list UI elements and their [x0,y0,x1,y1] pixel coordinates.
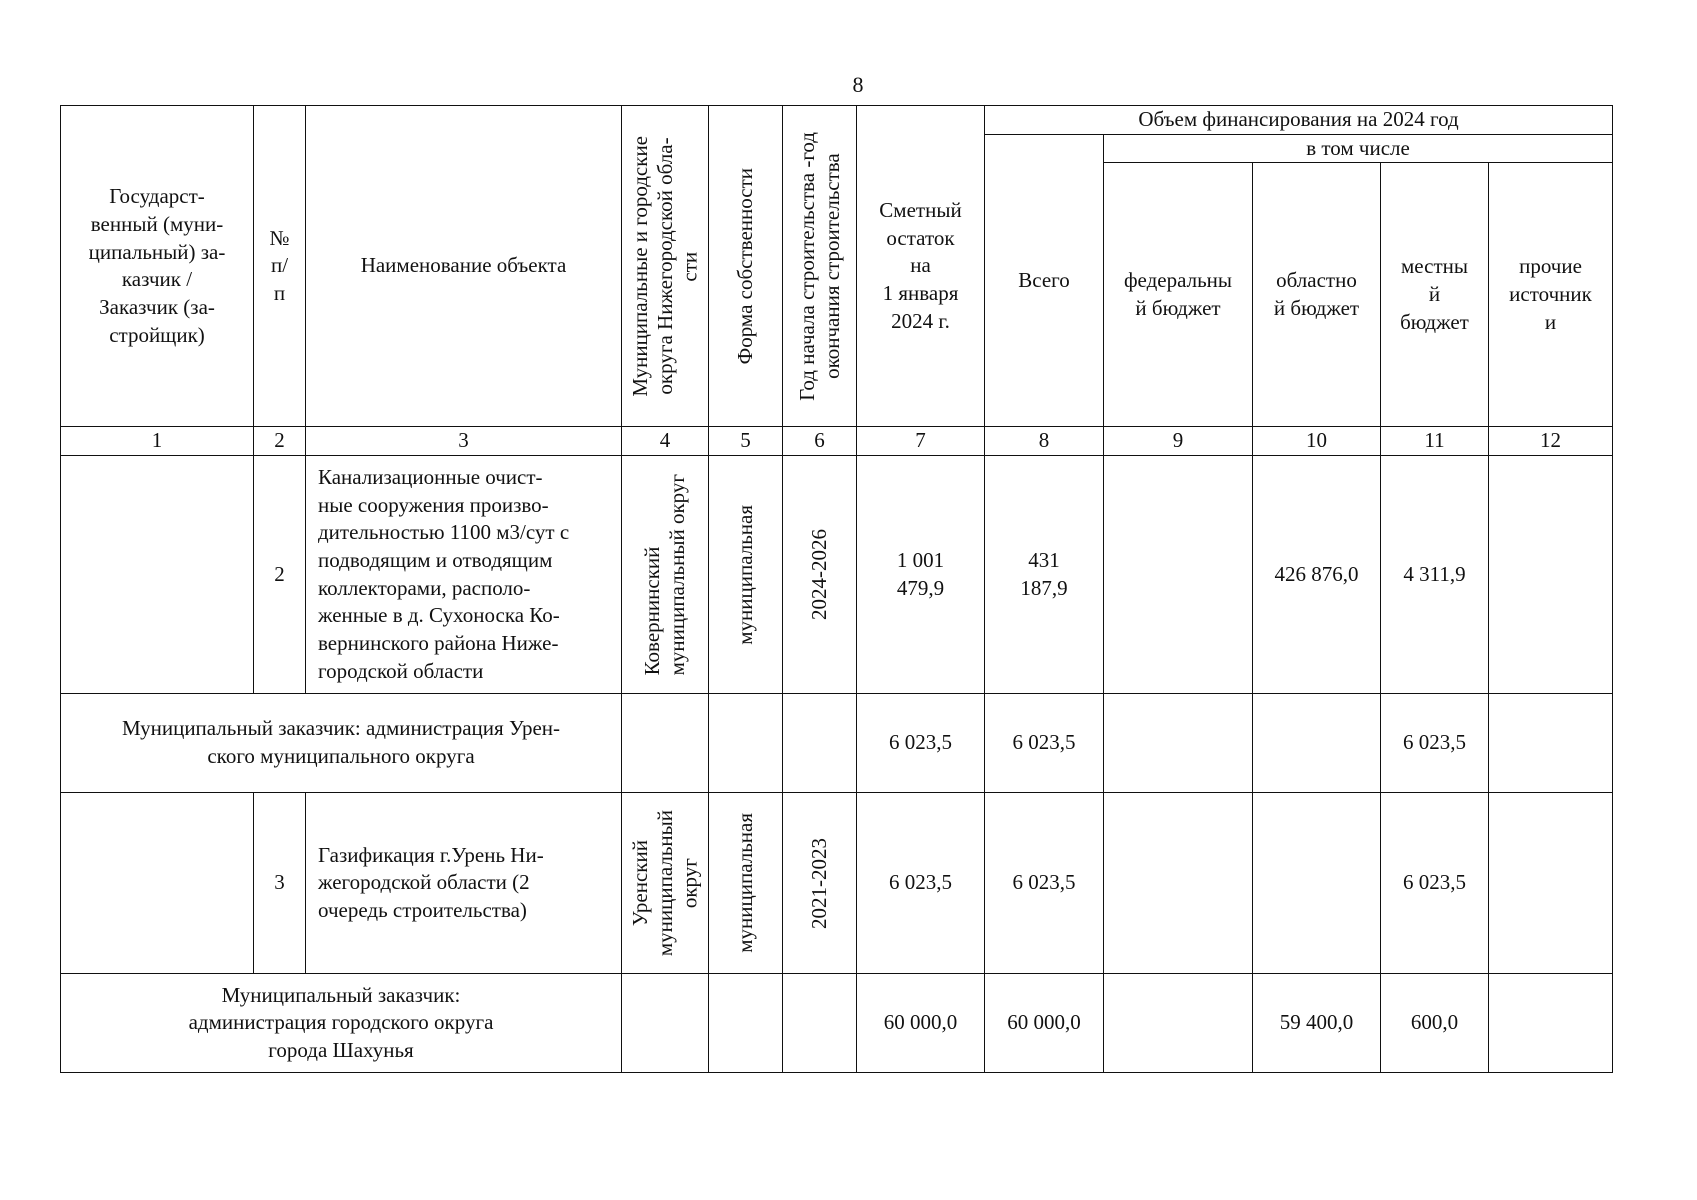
total-value: 431 187,9 [985,456,1104,694]
object-name: Канализационные очист- ные сооружения произво- дительностью 1100 м3/сут с подводящим и отводящим коллекторами, располо- женные в д. Сухоноска Ко- вернинского района Ниже- городской области [306,456,622,694]
years-cell [783,456,857,694]
other-value [1489,694,1613,793]
federal-value [1104,793,1253,974]
header-number: № п/ п [254,106,306,427]
ownership-cell-empty [709,974,783,1073]
header-including: в том числе [1104,134,1613,163]
column-number: 5 [709,427,783,456]
column-number: 3 [306,427,622,456]
local-value: 6 023,5 [1381,694,1489,793]
header-estimate: Сметный остаток на 1 января 2024 г. [857,106,985,427]
customer-cell-empty [61,793,254,974]
other-value [1489,793,1613,974]
column-number: 9 [1104,427,1253,456]
column-number: 11 [1381,427,1489,456]
financing-table [60,105,1613,1073]
customer-label: Муниципальный заказчик: администрация Урен- ского муниципального округа [61,694,622,793]
column-number: 10 [1253,427,1381,456]
column-number: 7 [857,427,985,456]
local-value: 6 023,5 [1381,793,1489,974]
estimate-value: 6 023,5 [857,793,985,974]
header-customer: Государст- венный (муни- ципальный) за- казчик / Заказчик (за- стройщик) [61,106,254,427]
table-row [61,456,1613,694]
years-cell-empty [783,974,857,1073]
header-years: Год начала строительства -год окончания строительства [794,131,844,401]
customer-subtotal-row [61,694,1613,793]
header-municipality: Муниципальные и городские округа Нижегородской обла- сти [627,135,702,397]
municipality-cell [622,456,709,694]
municipality-cell [622,793,709,974]
header-total: Всего [985,134,1104,427]
header-federal: федеральны й бюджет [1104,163,1253,427]
column-numbers-row [61,427,1613,456]
local-value: 600,0 [1381,974,1489,1073]
estimate-value: 60 000,0 [857,974,985,1073]
header-financing-group: Объем финансирования на 2024 год [985,106,1613,135]
federal-value [1104,456,1253,694]
customer-subtotal-row [61,974,1613,1073]
regional-value [1253,694,1381,793]
years-cell-empty [783,694,857,793]
header-municipality-cell [622,106,709,427]
municipality-cell-empty [622,974,709,1073]
ownership-cell-empty [709,694,783,793]
municipality: Уренский муниципальный округ [627,810,702,957]
header-ownership: Форма собственности [733,168,758,365]
other-value [1489,456,1613,694]
column-number: 2 [254,427,306,456]
column-number: 8 [985,427,1104,456]
column-number: 6 [783,427,857,456]
local-value: 4 311,9 [1381,456,1489,694]
years-cell [783,793,857,974]
header-row-1 [61,106,1613,135]
customer-cell-empty [61,456,254,694]
row-number: 2 [254,456,306,694]
column-number: 4 [622,427,709,456]
total-value: 60 000,0 [985,974,1104,1073]
header-local: местны й бюджет [1381,163,1489,427]
regional-value: 59 400,0 [1253,974,1381,1073]
column-number: 12 [1489,427,1613,456]
total-value: 6 023,5 [985,694,1104,793]
table-row [61,793,1613,974]
header-regional: областно й бюджет [1253,163,1381,427]
ownership-cell [709,793,783,974]
header-object-name: Наименование объекта [306,106,622,427]
regional-value: 426 876,0 [1253,456,1381,694]
federal-value [1104,694,1253,793]
municipality-cell-empty [622,694,709,793]
estimate-value: 6 023,5 [857,694,985,793]
years: 2024-2026 [807,529,832,621]
ownership-cell [709,456,783,694]
row-number: 3 [254,793,306,974]
other-value [1489,974,1613,1073]
customer-label: Муниципальный заказчик: администрация городского округа города Шахунья [61,974,622,1073]
header-ownership-cell [709,106,783,427]
header-years-cell [783,106,857,427]
column-number: 1 [61,427,254,456]
page-number: 8 [852,72,864,97]
header-other: прочие источник и [1489,163,1613,427]
ownership: муниципальная [733,504,758,645]
estimate-value: 1 001 479,9 [857,456,985,694]
total-value: 6 023,5 [985,793,1104,974]
years: 2021-2023 [807,837,832,929]
ownership: муниципальная [733,813,758,954]
object-name: Газификация г.Урень Ни- жегородской области (2 очередь строительства) [306,793,622,974]
regional-value [1253,793,1381,974]
federal-value [1104,974,1253,1073]
municipality: Ковернинский муниципальный округ [640,473,689,676]
